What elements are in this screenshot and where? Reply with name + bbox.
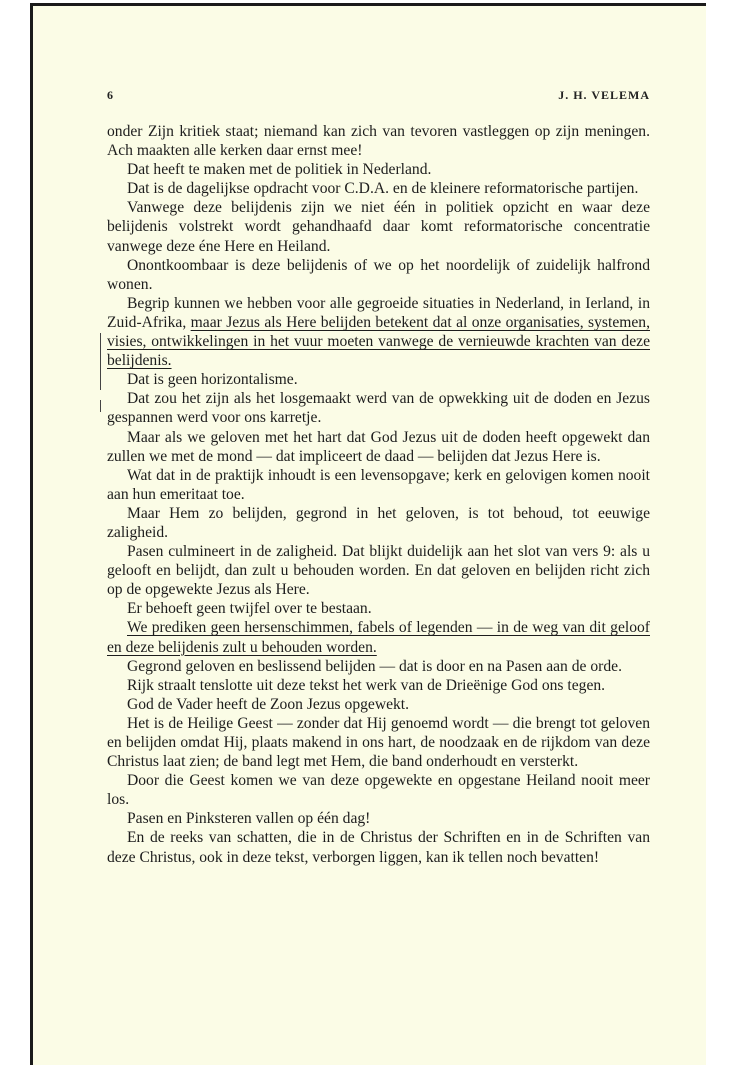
paragraph: Maar als we geloven met het hart dat God Jezus uit de doden heeft opgewekt dan zullen we met de mond — dat impliceert de daad — belijden dat Jezus Here is. [107, 428, 650, 465]
paragraph: onder Zijn kritiek staat; niemand kan zich van tevoren vastleggen op zijn meningen. Ach maakten alle kerken daar ernst mee! [107, 123, 650, 160]
paragraph: Onontkoombaar is deze belijdenis of we op het noordelijk of zuidelijk halfrond wonen. [107, 256, 650, 293]
paragraph [107, 618, 650, 656]
paragraph: Pasen en Pinksteren vallen op één dag! [127, 810, 371, 828]
paragraph: Het is de Heilige Geest — zonder dat Hij genoemd wordt — die brengt tot geloven en belijden omdat Hij, plaats makend in ons hart, de noodzaak en de rijkdom van deze Christus laat zien; de band legt met Hem, die band onderhoudt en versterkt. [107, 714, 650, 771]
margin-mark [100, 333, 101, 390]
page-number: 6 [107, 88, 114, 102]
paragraph: Dat is de dagelijkse opdracht voor C.D.A. en de kleinere reformatorische partijen. [127, 180, 639, 198]
paragraph: God de Vader heeft de Zoon Jezus opgewekt. [127, 695, 410, 713]
body-text [107, 122, 650, 867]
margin-mark [100, 400, 101, 412]
paragraph: Begrip kunnen we hebben voor alle gegroeide situaties in Nederland, in Ierland, in Zuid-Afrika, maar Jezus als Here belijden betekent dat al onze organisaties, systemen, visies, ontwikkelingen in het vuur moeten vanwege de vernieuwde krachten van deze belijdenis. [107, 294, 650, 370]
paragraph: Dat is geen horizontalisme. [127, 371, 298, 389]
paragraph: Vanwege deze belijdenis zijn we niet één in politiek opzicht en waar deze belijdenis volstrekt wordt gehandhaafd daar komt reformatorische concentratie vanwege deze éne Here en Heiland. [107, 199, 650, 255]
running-title: J. H. VELEMA [558, 88, 650, 102]
running-head [107, 88, 650, 103]
paragraph: Dat heeft te maken met de politiek in Nederland. [127, 161, 432, 179]
paragraph: En de reeks van schatten, die in de Christus der Schriften en in de Schriften van deze Christus, ook in deze tekst, verborgen liggen, kan ik tellen noch bevatten! [107, 829, 650, 866]
paragraph: Maar Hem zo belijden, gegrond in het geloven, is tot behoud, tot eeuwige zaligheid. [107, 504, 650, 541]
paragraph: Door die Geest komen we van deze opgewekte en opgestane Heiland nooit meer los. [107, 772, 650, 809]
paragraph: Er behoeft geen twijfel over te bestaan. [127, 600, 372, 618]
paragraph: Dat zou het zijn als het losgemaakt werd van de opwekking uit de doden en Jezus gespannen werd voor ons karretje. [107, 390, 650, 427]
paragraph: Wat dat in de praktijk inhoudt is een levensopgave; kerk en gelovigen komen nooit aan hun emeritaat toe. [107, 466, 650, 503]
underlined-passage: maar Jezus als Here belijden betekent dat al onze organisaties, systemen, visies, ontwikkelingen in het vuur moeten vanwege de vernieuwde krachten van deze belijdenis. [107, 313, 650, 370]
paragraph: Rijk straalt tenslotte uit deze tekst het werk van de Drieënige God ons tegen. [127, 676, 606, 694]
underlined-passage: We prediken geen hersenschimmen, fabels of legenden — in de weg van dit geloof en deze belijdenis zult u behouden worden. [107, 619, 650, 656]
paragraph: Gegrond geloven en beslissend belijden — dat is door en na Pasen aan de orde. [127, 657, 622, 675]
paragraph: Pasen culmineert in de zaligheid. Dat blijkt duidelijk aan het slot van vers 9: als u gelooft en belijdt, dan zult u behouden worden. En dat geloven en belijden richt zich op de opgewekte Jezus als Here. [107, 543, 650, 599]
